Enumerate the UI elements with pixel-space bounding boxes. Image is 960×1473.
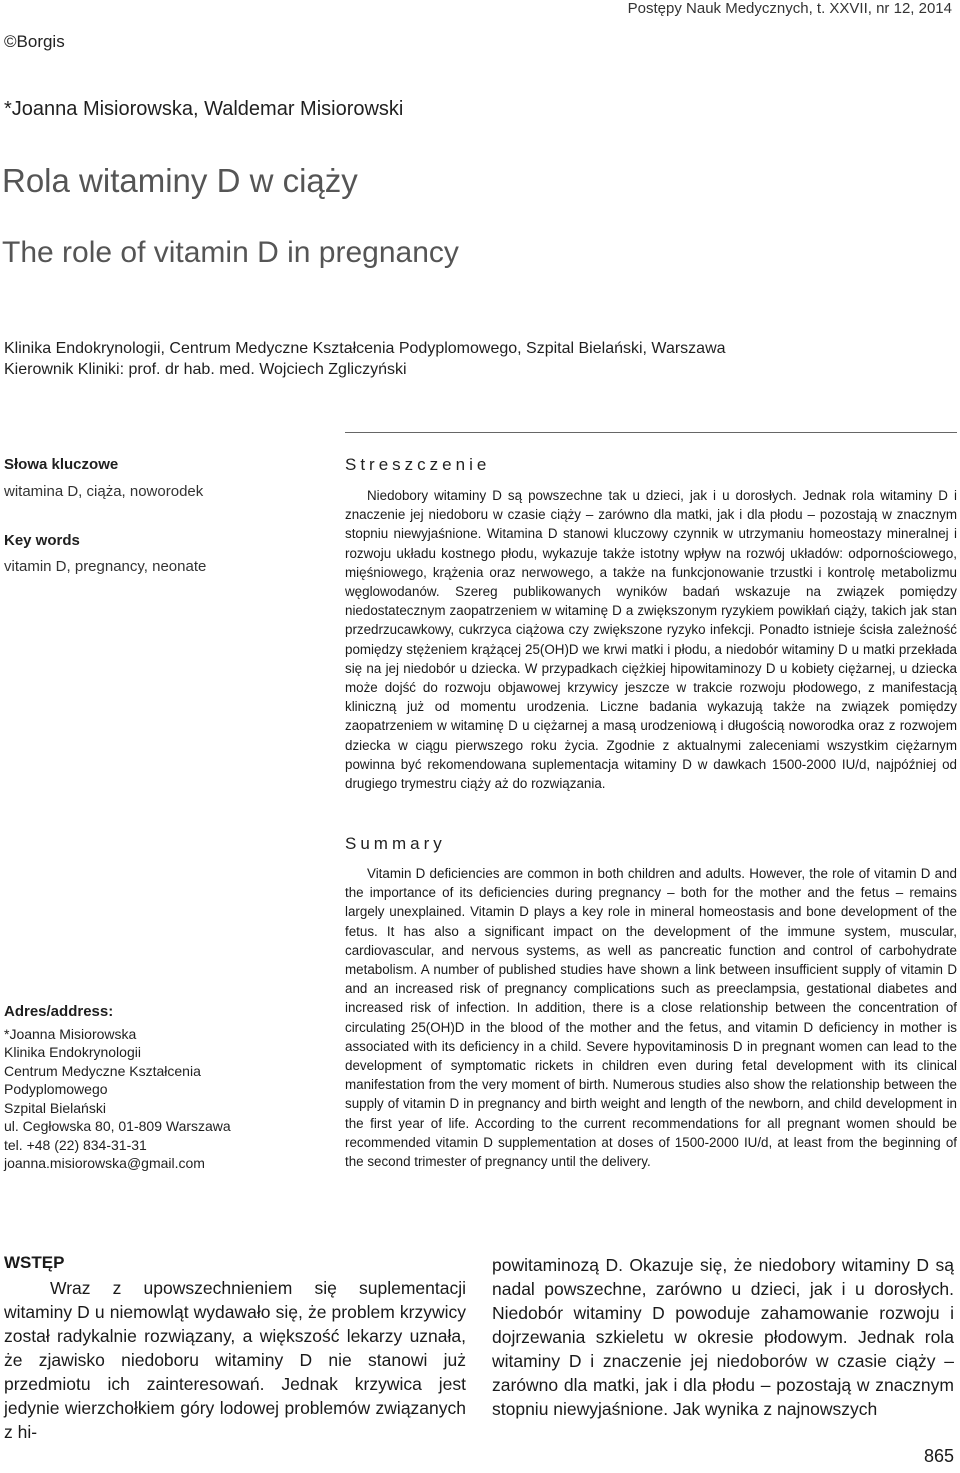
summary-text: Vitamin D deficiencies are common in both children and adults. However, the role of vitamin D and the importance of its deficiencies during pregnancy – both for the mother and the fetus – remains largely unexplained. Vitamin D plays a key role in mineral homeostasis and bone development of the fetus. It has also a significant impact on the development of the immune system, muscular, cardiovascular, and nervous systems, as well as pancreatic function and control of carbohydrate metabolism. A number of published studies have shown a link between insufficient supply of vitamin D and an increased risk of pregnancy complications such as preeclampsia, gestational diabetes and increased risk of infection. In addition, there is a close relationship between the concentration of circulating 25(OH)D in the blood of the mother and the fetus, and vitamin D deficiency in mother is associated with its deficiency in a child. Severe hypovitaminosis D in pregnant women can lead to the development of symptomatic rickets in children even during fetal development with its clinical manifestation from the very moment of birth. Numerous studies also show the relationship between the supply of vitamin D in pregnancy and birth weight and length of the newborn, and child development in the first year of life. According to the current recommendations for all pregnant women should be recommended vitamin D supplementation at doses of 1500-2000 IU/d, at least from the beginning of the second trimester of pregnancy until the delivery. (345, 866, 957, 1170)
body-column-right: powitaminozą D. Okazuje się, że niedobory witaminy D są nadal powszechne, zarówno u dzieci, jak i u dorosłych. Niedobór witaminy D powoduje zahamowanie rozwoju i dojrzewania szkieletu w okresie płodowym. Jednak rola witaminy D i znaczenie jej niedoborów w czasie ciąży – zarówno dla matki, jak i dla płodu – pozostają w znacznym stopniu niewyjaśnione. Jak wynika z najnowszych (492, 1255, 954, 1419)
journal-header: Postępy Nauk Medycznych, t. XXVII, nr 12, 2014 (627, 0, 952, 17)
body-column-left: Wraz z upowszechnieniem się suplementacji witaminy D u niemowląt wydawało się, że problem krzywicy został radykalnie rozwiązany, a większość lekarzy uznała, że zjawisko niedoboru witaminy D nie stanowi już przedmiotu ich zainteresowań. Jednak krzywica jest jedynie wierzchołkiem góry lodowej problemów związanych z hi- (4, 1278, 466, 1442)
address-line: Centrum Medyczne Kształcenia (4, 1062, 201, 1079)
address-email: joanna.misiorowska@gmail.com (4, 1155, 205, 1171)
publisher-label: ©Borgis (4, 32, 65, 51)
address-line: ul. Cegłowska 80, 01-809 Warszawa (4, 1118, 231, 1134)
keywords-en-text: vitamin D, pregnancy, neonate (4, 558, 207, 575)
article-authors: *Joanna Misiorowska, Waldemar Misiorowski (4, 98, 404, 120)
address-line: Klinika Endokrynologii (4, 1044, 141, 1060)
page-number: 865 (923, 1446, 954, 1466)
address-line: *Joanna Misiorowska (4, 1025, 137, 1042)
keywords-en-heading: Key words (4, 532, 80, 549)
keywords-pl-heading: Słowa kluczowe (4, 456, 119, 473)
keywords-pl-text: witamina D, ciąża, noworodek (4, 483, 204, 500)
address-phone: tel. +48 (22) 834-31-31 (4, 1136, 147, 1153)
affiliation (4, 338, 904, 380)
article-title-en: The role of vitamin D in pregnancy (2, 236, 459, 269)
address-line: Podyplomowego (4, 1081, 108, 1097)
summary-heading: Summary (345, 834, 446, 853)
section-divider (345, 432, 957, 433)
streszczenie-text: Niedobory witaminy D są powszechne tak u dzieci, jak i u dorosłych. Jednak rola witaminy D i znaczenie jej niedoboru w czasie ciąży – zarówno dla matki, jak i dla płodu – pozostają w znacznym stopniu niewyjaśnione. Witamina D stanowi kluczowy czynnik w utrzymaniu homeostazy mineralnej i rozwoju układu kostnego płodu, wykazuje także istotny wpływ na rozwój układów: odpornościowego, mięśniowego, krążenia oraz nerwowego, a także na funkcjonowanie trzustki i kontrolę metabolizmu węglowodanów. Szereg publikowanych wyników badań wskazuje na związek pomiędzy niedostatecznym zaopatrzeniem w witaminę D a zwiększonym ryzykiem powikłań ciąży, takich jak stan przedrzucawkowy, cukrzyca ciążowa czy zwiększone ryzyko infekcji. Ponadto istnieje ścisła zależność pomiędzy stężeniem krążącej 25(OH)D we krwi matki i płodu, a niedobór witaminy D u matki przekłada się na jej niedobór u dziecka. W przypadkach ciężkiej hipowitaminozy D u kobiety ciężarnej, u dziecka może dojść do rozwoju objawowej krzywicy jeszcze w trakcie rozwoju płodowego, z manifestacją kliniczną już od momentu urodzenia. Liczne badania wykazują także na związek pomiędzy zaopatrzeniem w witaminę D u ciężarnej a masą urodzeniową i długością noworodka oraz z rozwojem dziecka w ciągu pierwszego roku życia. Zgodnie z aktualnymi zaleceniami wszystkim ciężarnym powinna być rekomendowana suplementacja witaminy D w dawkach 1500-2000 IU/d, najpóźniej od drugiego trymestru ciąży aż do rozwiązania. (345, 488, 957, 792)
correspondence-address (4, 1003, 304, 1173)
affiliation-line: Klinika Endokrynologii, Centrum Medyczne Kształcenia Podyplomowego, Szpital Bielański, Warszawa (4, 340, 726, 357)
section-heading-wstep: WSTĘP (4, 1253, 65, 1272)
streszczenie-heading: Streszczenie (345, 455, 491, 474)
article-title-pl: Rola witaminy D w ciąży (2, 162, 358, 199)
address-line: Szpital Bielański (4, 1099, 106, 1116)
affiliation-head-line: Kierownik Kliniki: prof. dr hab. med. Wojciech Zgliczyński (4, 361, 407, 378)
address-heading: Adres/address: (4, 1003, 114, 1020)
